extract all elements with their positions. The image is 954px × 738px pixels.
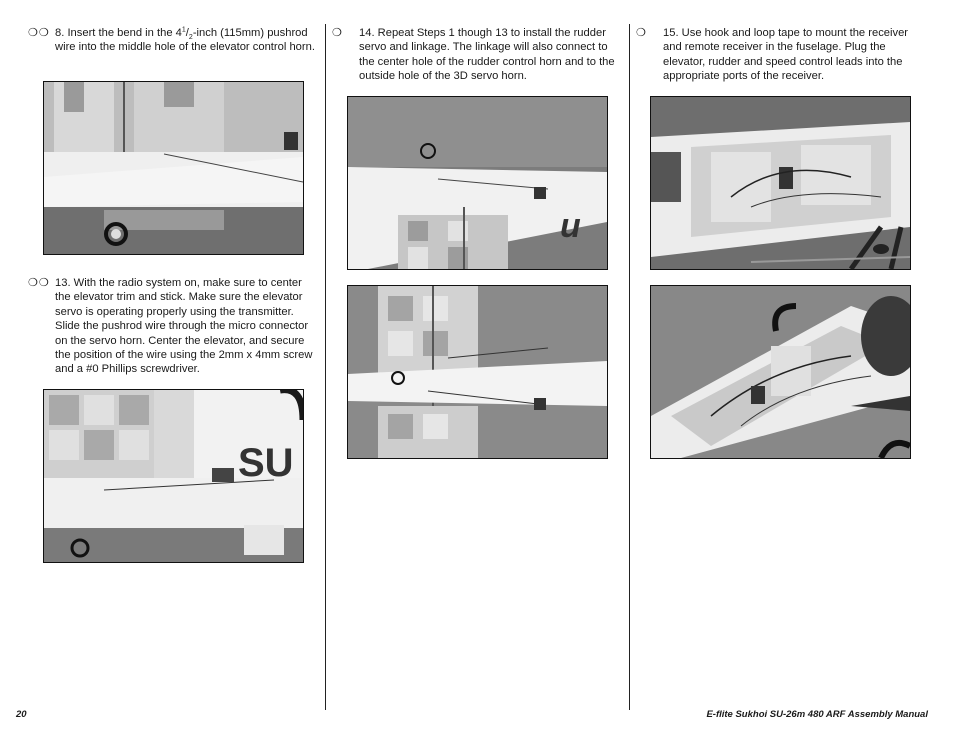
photo-fuselage-wiring	[650, 285, 911, 459]
step-15-text: 15. Use hook and loop tape to mount the receiver and remote receiver in the fuselage. Plug the elevator, rudder and speed control leads into the appropriate ports of the receiver.	[663, 27, 909, 83]
step-14	[332, 26, 622, 84]
checkbox-icon[interactable]: ❍	[332, 27, 343, 39]
column-divider-right	[629, 24, 630, 710]
photo-fuselage-wiring-image	[651, 286, 910, 458]
photo-fuselage-receiver	[650, 96, 911, 270]
photo-elevator-servo-image	[44, 390, 303, 562]
photo-partial-lettering: u	[560, 207, 581, 245]
step-13	[28, 276, 320, 377]
photo-elevator-horn-image	[44, 82, 303, 254]
photo-rudder-horn-image	[348, 97, 607, 269]
photo-elevator-servo	[43, 389, 304, 563]
step-14-text: 14. Repeat Steps 1 though 13 to install the rudder servo and linkage. The linkage will also connect to the center hole of the rudder control horn and to the outside hole of the 3D servo horn.	[359, 27, 615, 83]
step-8	[28, 26, 318, 55]
photo-elevator-horn	[43, 81, 304, 255]
photo-rudder-horn	[347, 96, 608, 270]
checkbox-icon[interactable]: ❍❍	[28, 277, 50, 289]
photo-rudder-linkage	[347, 285, 608, 459]
footer-title: E-flite Sukhoi SU-26m 480 ARF Assembly Manual	[706, 709, 928, 720]
step-15	[636, 26, 926, 84]
checkbox-icon[interactable]: ❍❍	[28, 27, 50, 39]
photo-rudder-linkage-image	[348, 286, 607, 458]
step-8-text: 8. Insert the bend in the $4^1/_2$-inch (115mm) pushrod wire into the middle hole of the elevator control horn.	[55, 26, 315, 54]
page-number: 20	[16, 709, 27, 720]
step-13-text: 13. With the radio system on, make sure to center the elevator trim and stick. Make sure the elevator servo is operating properly using the transmitter. Slide the pushrod wire through the micro connector on the servo horn. Center the elevator, and secure the position of the wire using the 2mm x 4mm screw and a #0 Phillips screwdriver.	[55, 277, 313, 376]
photo-fuselage-receiver-image	[651, 97, 910, 269]
photo-su-lettering: SU	[238, 441, 294, 485]
column-divider-left	[325, 24, 326, 710]
checkbox-icon[interactable]: ❍	[636, 27, 647, 39]
